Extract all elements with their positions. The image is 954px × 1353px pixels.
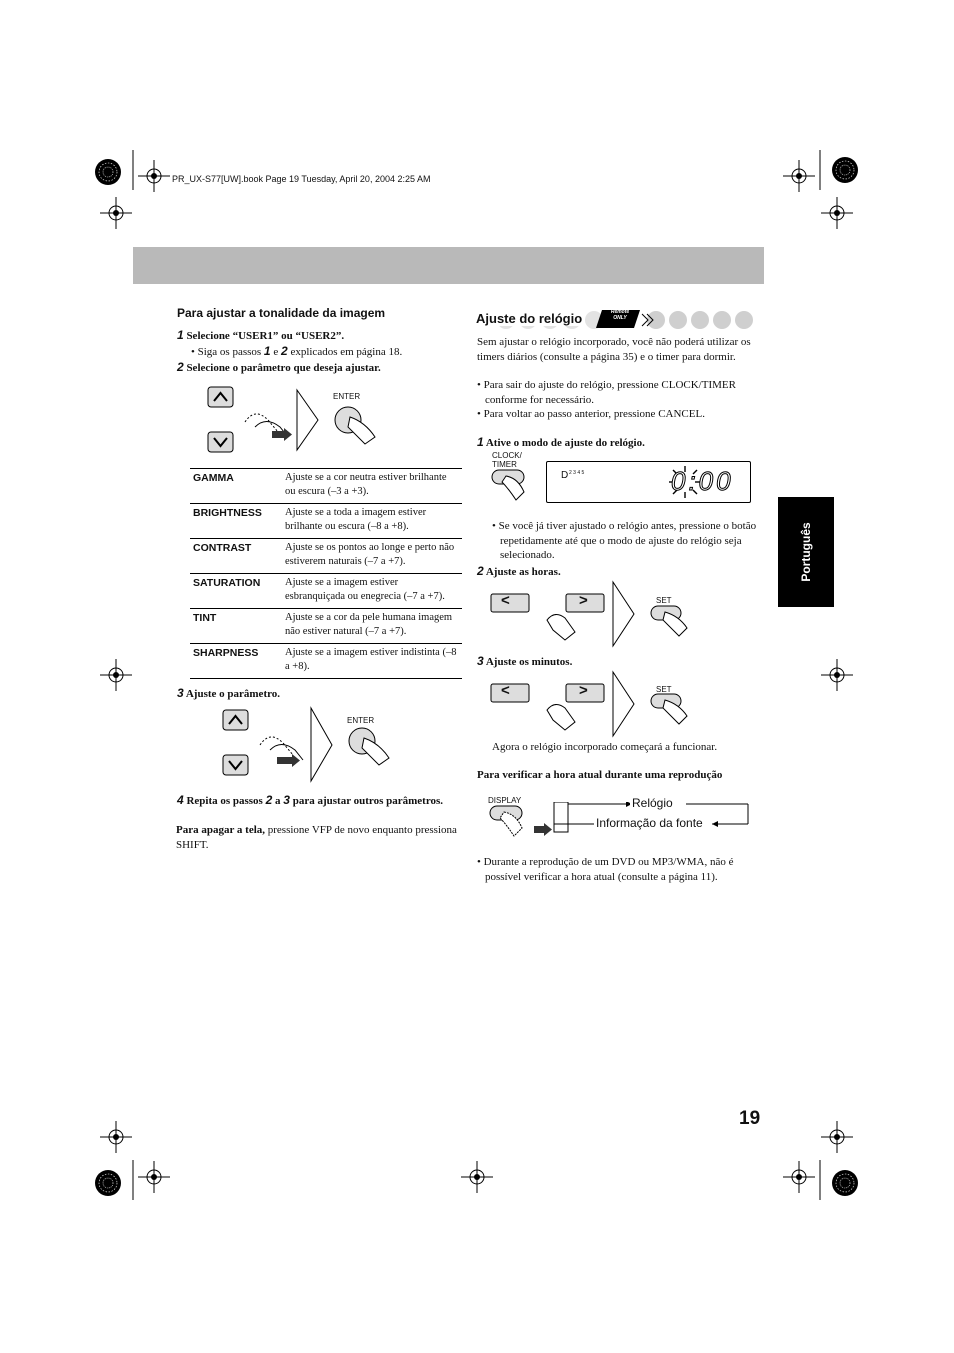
param-name: TINT: [190, 609, 282, 644]
language-tab: [778, 497, 834, 607]
table-row: [190, 609, 462, 644]
step-ref: 3: [283, 793, 290, 807]
step-text: Ajuste o parâmetro.: [185, 688, 281, 700]
clock-heading: Ajuste do relógio: [476, 311, 583, 326]
step-text: Selecione o parâmetro que deseja ajustar.: [186, 362, 381, 374]
enter-label: ENTER: [333, 392, 361, 401]
set-label: SET: [656, 685, 672, 694]
display-panel: [546, 461, 751, 503]
clock-bullet-cancel: • Para voltar ao passo anterior, pressione CANCEL.: [477, 408, 705, 420]
label-line: CLOCK/: [492, 451, 522, 460]
clock-started-note: Agora o relógio incorporado começará a funcionar.: [492, 741, 718, 753]
table-row: [190, 644, 462, 679]
verify-time-heading: Para verificar a hora atual durante uma reprodução: [477, 769, 723, 781]
param-name: GAMMA: [190, 469, 282, 504]
left-step-1-bullet: [191, 344, 402, 360]
step-text: Ajuste as horas.: [485, 566, 561, 578]
clock-timer-button-illustration: [488, 466, 538, 506]
table-row: [190, 504, 462, 539]
param-desc: Ajuste se a imagem estiver indistinta (–8 a +8).: [282, 644, 462, 679]
left-arrow-button[interactable]: <: [501, 592, 510, 609]
text: a: [272, 795, 284, 807]
param-desc: Ajuste se os pontos ao longe e perto não estiverem naturais (–7 a +7).: [282, 539, 462, 574]
right-step-3: [477, 654, 572, 668]
left-arrow-button[interactable]: <: [501, 682, 510, 699]
up-down-enter-illustration-2: [215, 705, 415, 785]
remote-only-label: [606, 309, 634, 321]
step-number: 2: [477, 564, 484, 578]
step-text: Ajuste os minutos.: [485, 656, 573, 668]
minute-adjust-illustration: [487, 670, 697, 740]
step-text: Selecione “USER1” ou “USER2”.: [186, 330, 345, 342]
text: explicados em página 18.: [287, 346, 403, 358]
table-row: [190, 469, 462, 504]
param-name: CONTRAST: [190, 539, 282, 574]
cycle-clock-label: Relógio: [632, 796, 673, 810]
param-desc: Ajuste se a cor da pele humana imagem não estiver natural (–7 a +7).: [282, 609, 462, 644]
right-step-2: [477, 564, 561, 578]
right-step-1: [477, 435, 645, 449]
up-down-enter-illustration: [200, 382, 400, 462]
left-step-1: [177, 328, 344, 342]
text: • Siga os passos: [191, 346, 264, 358]
header-band: [133, 247, 764, 284]
display-time: 0:00: [671, 466, 734, 496]
badge-line: ONLY: [613, 315, 627, 321]
param-desc: Ajuste se a imagem estiver esbranquiçada ou enegrecia (–7 a +7).: [282, 574, 462, 609]
step-text: Ative o modo de ajuste do relógio.: [485, 437, 645, 449]
step-ref: 1: [263, 344, 271, 358]
step-number: 3: [177, 686, 184, 700]
step-number: 4: [177, 793, 184, 807]
step-number: 1: [177, 328, 184, 342]
clock-step-1-note: • Se você já tiver ajustado o relógio antes, pressione o botão repetidamente até que o modo de ajuste do relógio seja selecionado.: [492, 520, 757, 561]
text: para ajustar outros parâmetros.: [289, 795, 444, 807]
file-info: PR_UX-S77[UW].book Page 19 Tuesday, April 20, 2004 2:25 AM: [172, 174, 431, 184]
clock-bullet-exit: • Para sair do ajuste do relógio, pressione CLOCK/TIMER conforme for necessário.: [477, 379, 736, 406]
text: pressione VFP de novo enquanto pressiona SHIFT.: [176, 824, 457, 851]
set-label: SET: [656, 596, 672, 605]
left-step-4: [177, 793, 443, 807]
step-ref: 2: [265, 793, 273, 807]
step-ref: 2: [281, 344, 288, 358]
text: e: [270, 346, 281, 358]
enter-label: ENTER: [347, 716, 375, 725]
language-tab-label: Português: [799, 522, 813, 582]
hour-adjust-illustration: [487, 580, 697, 650]
clock-intro: Sem ajustar o relógio incorporado, você não poderá utilizar os timers diários (consulte a página 35) e o timer para dormir.: [477, 336, 751, 363]
display-indicator: D: [561, 470, 569, 481]
step-number: 2: [177, 360, 184, 374]
param-desc: Ajuste se a cor neutra estiver brilhante ou escura (–3 a +3).: [282, 469, 462, 504]
final-note: • Durante a reprodução de um DVD ou MP3/WMA, não é possível verificar a hora atual (consulte a página 11).: [477, 856, 734, 883]
right-arrow-button[interactable]: >: [579, 682, 588, 699]
param-desc: Ajuste se a toda a imagem estiver brilhante ou escura (–8 a +8).: [282, 504, 462, 539]
left-step-3: [177, 686, 280, 700]
emphasis: Para apagar a tela,: [176, 824, 266, 836]
step-number: 1: [477, 435, 484, 449]
text: Repita os passos: [186, 795, 266, 807]
badge-line: Remote: [610, 309, 630, 315]
cycle-source-label: Informação da fonte: [596, 816, 703, 830]
picture-tone-heading: Para ajustar a tonalidade da imagem: [177, 306, 386, 320]
left-step-2: [177, 360, 381, 374]
table-row: [190, 574, 462, 609]
right-arrow-button[interactable]: >: [579, 592, 588, 609]
table-row: [190, 539, 462, 574]
param-name: BRIGHTNESS: [190, 504, 282, 539]
parameter-table: [190, 468, 462, 679]
display-digits: 2 3 4 5: [569, 470, 585, 476]
step-number: 3: [477, 654, 484, 668]
param-name: SHARPNESS: [190, 644, 282, 679]
display-button-label: DISPLAY: [488, 796, 522, 805]
label-line: TIMER: [492, 460, 517, 469]
screen-off-note: [176, 823, 461, 852]
page-number: 19: [739, 1108, 761, 1129]
param-name: SATURATION: [190, 574, 282, 609]
